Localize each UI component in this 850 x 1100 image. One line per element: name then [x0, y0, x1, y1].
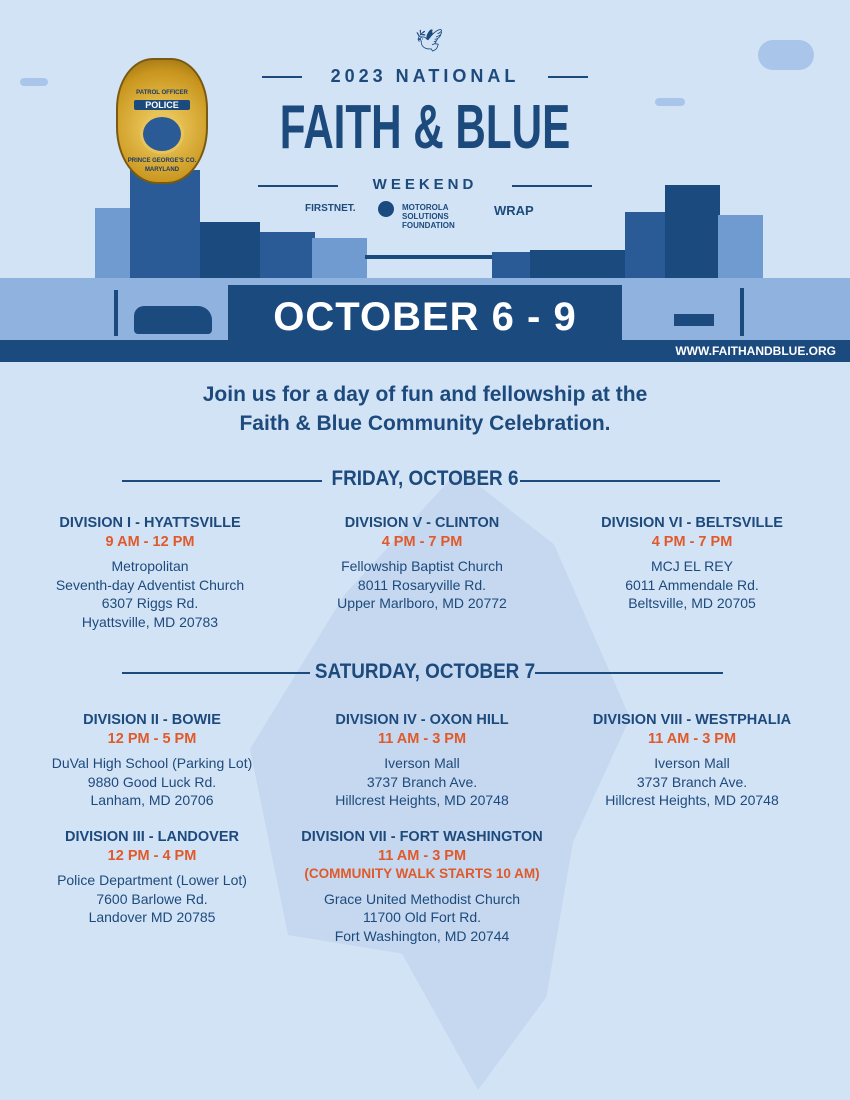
address-line: 3737 Branch Ave.	[366, 773, 478, 790]
event-division-2	[17, 711, 287, 810]
event-time: 11 AM - 3 PM	[377, 847, 467, 864]
division-name: DIVISION IV - OXON HILL	[335, 712, 509, 728]
event-time: 4 PM - 7 PM	[651, 533, 733, 550]
address-line: Upper Marlboro, MD 20772	[337, 595, 507, 611]
address-line: 9880 Good Luck Rd.	[87, 773, 217, 790]
address-line: Police Department (Lower Lot)	[57, 872, 247, 888]
event-subtitle: WEEKEND	[372, 176, 478, 193]
address-line: 11700 Old Fort Rd.	[362, 909, 482, 925]
intro-line: Faith & Blue Community Celebration.	[239, 412, 611, 435]
division-name: DIVISION V - CLINTON	[344, 515, 500, 531]
website-link[interactable]: WWW.FAITHANDBLUE.ORG	[675, 344, 836, 358]
division-name: DIVISION VI - BELTSVILLE	[601, 515, 783, 531]
event-dates: OCTOBER 6 - 9	[228, 285, 622, 345]
day-heading-saturday: SATURDAY, OCTOBER 7	[314, 660, 536, 683]
day-heading-friday: FRIDAY, OCTOBER 6	[331, 467, 519, 490]
event-time: 4 PM - 7 PM	[381, 533, 463, 550]
address-line: 3737 Branch Ave.	[636, 773, 748, 790]
bench-icon	[674, 314, 714, 326]
event-division-8	[557, 711, 827, 810]
police-car-icon	[134, 306, 212, 334]
address-line: Hillcrest Heights, MD 20748	[605, 792, 779, 808]
division-name: DIVISION I - HYATTSVILLE	[59, 515, 241, 531]
event-time: 11 AM - 3 PM	[647, 730, 737, 747]
event-time: 12 PM - 4 PM	[107, 847, 197, 864]
address-line: Hyattsville, MD 20783	[81, 613, 219, 630]
address-line: Fellowship Baptist Church	[341, 558, 503, 574]
cloud-icon	[758, 40, 814, 70]
address-line: 7600 Barlowe Rd.	[96, 890, 208, 907]
address-line: Iverson Mall	[654, 755, 730, 771]
building	[312, 238, 367, 283]
division-name: DIVISION II - BOWIE	[83, 712, 221, 728]
building	[260, 232, 315, 283]
event-title: FAITH & BLUE	[279, 93, 571, 162]
intro-line: Join us for a day of fun and fellowship at the	[202, 383, 648, 406]
address-line: DuVal High School (Parking Lot)	[51, 755, 253, 771]
lamp-post-icon	[740, 288, 744, 336]
division-name: DIVISION VII - FORT WASHINGTON	[301, 829, 543, 845]
division-name: DIVISION III - LANDOVER	[64, 829, 239, 845]
sponsor-firstnet: FIRSTNET.	[305, 203, 356, 214]
address-line: Beltsville, MD 20705	[628, 595, 756, 611]
address-line: Metropolitan	[111, 558, 189, 574]
motorola-logo-icon	[378, 201, 394, 217]
event-division-5	[287, 514, 557, 613]
address-line: 6307 Riggs Rd.	[101, 595, 199, 611]
address-line: Grace United Methodist Church	[323, 890, 521, 907]
event-division-7	[287, 828, 557, 945]
building	[200, 222, 260, 283]
building	[625, 212, 670, 283]
badge-county-text: PRINCE GEORGE'S CO.	[127, 158, 197, 164]
badge-rank-text: PATROL OFFICER	[136, 90, 188, 96]
cloud-icon	[20, 78, 48, 86]
building	[718, 215, 763, 283]
address-line: Seventh-day Adventist Church	[55, 576, 245, 593]
address-line: 6011 Ammendale Rd.	[625, 576, 759, 593]
address-line: Iverson Mall	[384, 755, 460, 771]
lamp-post-icon	[114, 290, 118, 336]
address-line: Lanham, MD 20706	[90, 792, 214, 808]
badge-seal	[140, 114, 184, 154]
intro-text	[0, 380, 850, 438]
address-line: Hillcrest Heights, MD 20748	[335, 792, 509, 808]
badge-state-text: MARYLAND	[144, 167, 180, 173]
year-line: 2023 NATIONAL	[330, 66, 520, 86]
event-division-4	[287, 711, 557, 810]
event-division-6	[557, 514, 827, 613]
event-time: 9 AM - 12 PM	[105, 533, 195, 550]
address-line: Landover MD 20785	[88, 909, 216, 925]
sponsor-wrap: WRAP	[494, 203, 534, 218]
address-line: 8011 Rosaryville Rd.	[357, 576, 487, 593]
sponsor-motorola: MOTOROLA SOLUTIONS FOUNDATION	[402, 203, 455, 230]
event-division-1	[15, 514, 285, 631]
badge-police-text: POLICE	[134, 100, 190, 110]
building	[665, 185, 720, 283]
division-name: DIVISION VIII - WESTPHALIA	[592, 712, 792, 728]
cloud-icon	[655, 98, 685, 106]
building	[130, 170, 200, 283]
event-division-3	[17, 828, 287, 927]
event-time: 12 PM - 5 PM	[107, 730, 197, 747]
address-line: MCJ EL REY	[651, 558, 733, 574]
dove-icon: 🕊	[415, 28, 443, 53]
address-line: Fort Washington, MD 20744	[334, 927, 510, 944]
event-note: (COMMUNITY WALK STARTS 10 AM)	[304, 866, 540, 881]
police-badge-logo	[116, 58, 208, 184]
event-time: 11 AM - 3 PM	[377, 730, 467, 747]
